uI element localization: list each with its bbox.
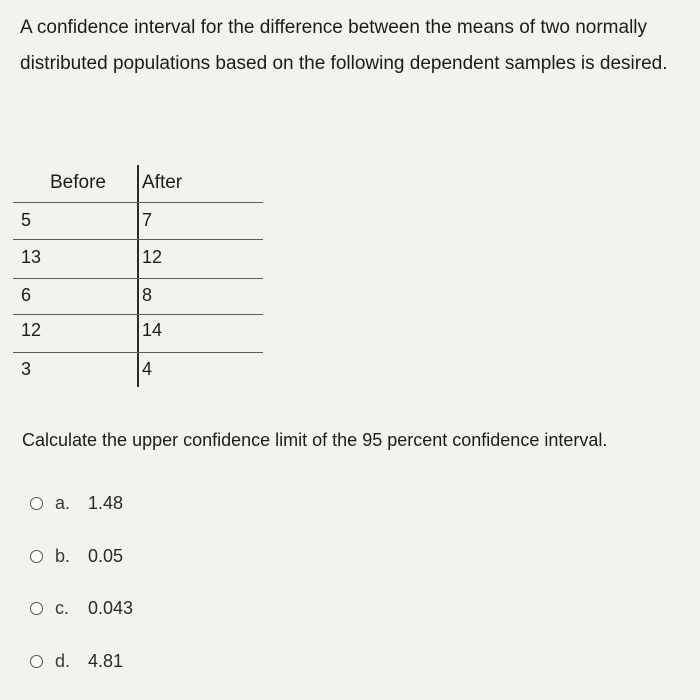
option-letter: b. <box>55 545 71 566</box>
row-divider <box>13 202 263 203</box>
cell-after: 8 <box>142 285 153 305</box>
radio-circle-icon[interactable] <box>30 497 43 510</box>
radio-circle-icon[interactable] <box>30 655 43 668</box>
option-value: 0.043 <box>88 597 134 618</box>
cell-before: 6 <box>21 285 32 305</box>
option-value: 4.81 <box>88 650 124 671</box>
radio-circle-icon[interactable] <box>30 550 43 563</box>
samples-table <box>13 165 263 387</box>
row-divider <box>13 352 263 353</box>
option-letter: c. <box>55 597 70 618</box>
cell-after: 14 <box>142 320 163 340</box>
column-header-after: After <box>142 172 183 193</box>
column-header-before: Before <box>50 172 106 193</box>
answer-option-b[interactable] <box>30 543 123 569</box>
cell-before: 12 <box>21 320 42 340</box>
row-divider <box>13 314 263 315</box>
row-divider <box>13 278 263 279</box>
row-divider <box>13 239 263 240</box>
cell-after: 12 <box>142 247 163 267</box>
option-letter: a. <box>55 492 71 513</box>
question-text: A confidence interval for the difference between the means of two normally distributed populations based on the following dependent samples is desired. <box>20 17 668 74</box>
answer-option-d[interactable] <box>30 648 123 674</box>
answer-option-a[interactable] <box>30 490 123 516</box>
radio-circle-icon[interactable] <box>30 602 43 615</box>
option-letter: d. <box>55 650 71 671</box>
column-divider <box>137 165 139 387</box>
cell-after: 4 <box>142 359 153 379</box>
option-value: 1.48 <box>88 492 124 513</box>
option-value: 0.05 <box>88 545 124 566</box>
answer-option-c[interactable] <box>30 595 133 621</box>
question-prompt: Calculate the upper confidence limit of the 95 percent confidence interval. <box>22 430 608 450</box>
cell-before: 13 <box>21 247 42 267</box>
cell-after: 7 <box>142 210 153 230</box>
cell-before: 3 <box>21 359 32 379</box>
cell-before: 5 <box>21 210 32 230</box>
